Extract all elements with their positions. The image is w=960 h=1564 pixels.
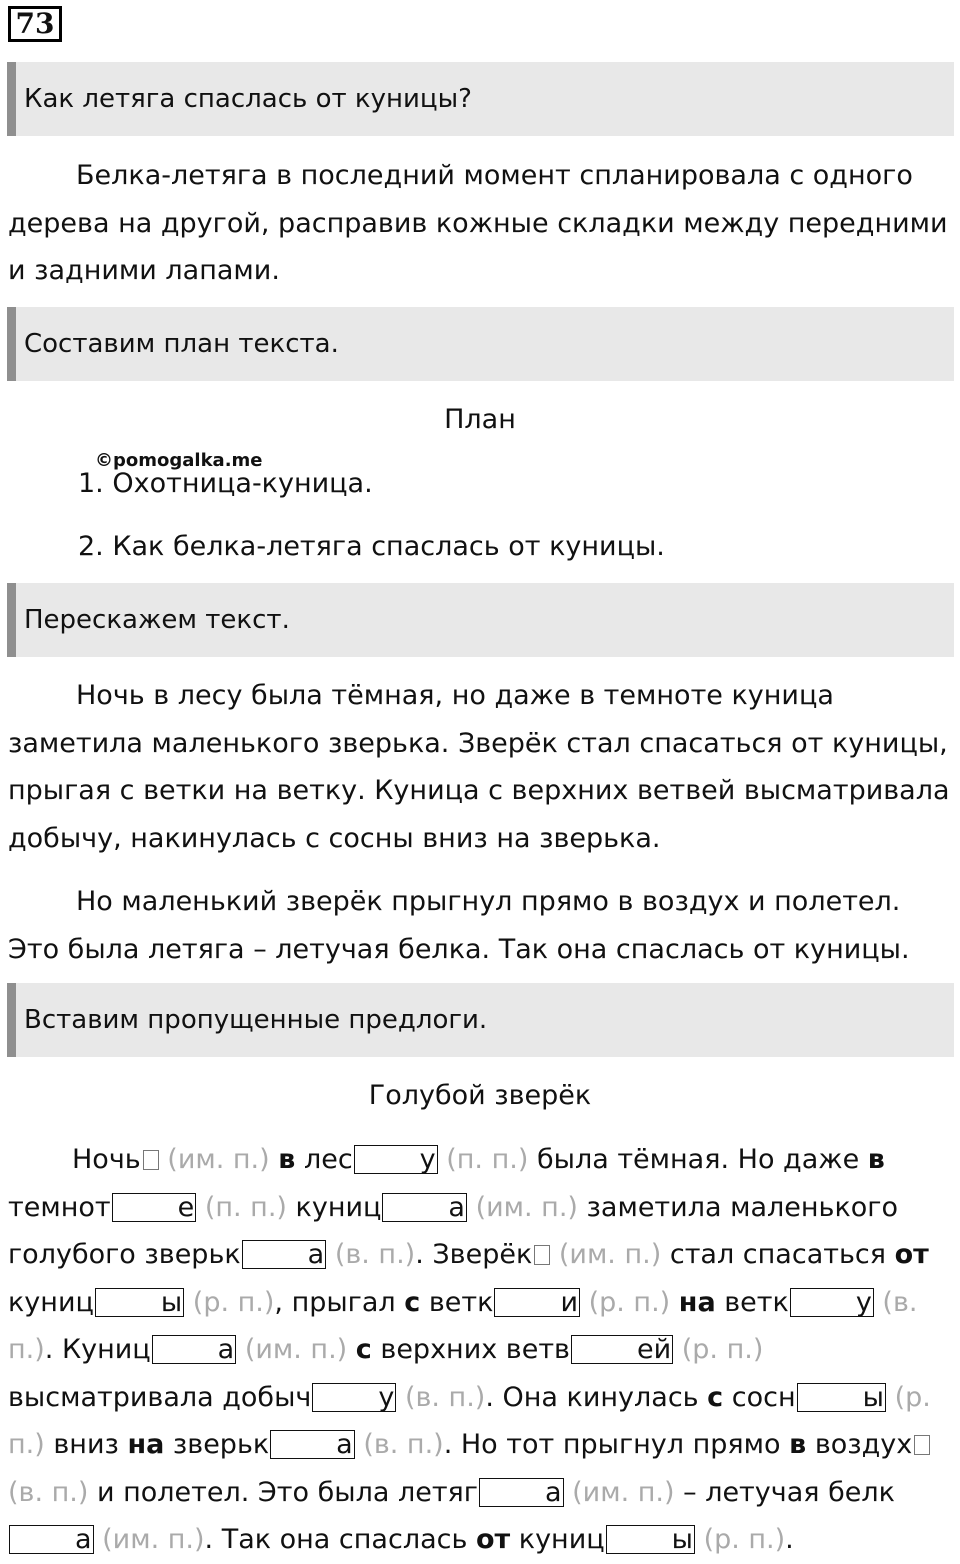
story-text: зверьк xyxy=(144,1239,241,1270)
story-text: . Она кинулась xyxy=(485,1381,699,1413)
case-label: (им. п.) xyxy=(475,1191,578,1223)
case-label: (п. п.) xyxy=(204,1191,287,1223)
story-text: . Так она спаслась xyxy=(204,1524,468,1555)
case-label: (им. п.) xyxy=(244,1334,348,1365)
case-label: (в. п.) xyxy=(404,1381,486,1413)
ending-box: а xyxy=(270,1430,355,1459)
ending-box: а xyxy=(152,1335,237,1364)
retell-paragraph-2: Но маленький зверёк прыгнул прямо в воздух и полетел. Это была летяга – летучая белка. Так она спаслась от куницы. xyxy=(8,886,910,965)
preposition: от xyxy=(894,1239,929,1270)
story-text: . xyxy=(785,1524,794,1555)
story-text: верхних ветв xyxy=(380,1334,570,1365)
story-text: – летучая белк xyxy=(683,1476,895,1508)
story-text: и полетел. Это была летяг xyxy=(96,1476,478,1508)
case-label: (в. п.) xyxy=(8,1286,918,1365)
ending-box: а xyxy=(242,1240,327,1269)
story-text: вниз xyxy=(53,1429,119,1460)
story-text: куниц xyxy=(8,1286,94,1318)
preposition: в xyxy=(278,1144,296,1175)
case-label: (в. п.) xyxy=(8,1476,89,1508)
story-text: ветк xyxy=(724,1286,789,1318)
preposition: с xyxy=(707,1381,724,1413)
question-header-3: Перескажем текст. xyxy=(7,583,954,657)
preposition: от xyxy=(475,1524,511,1555)
watermark: ©pomogalka.me xyxy=(95,450,263,471)
question-header-1: Как летяга спаслась от куницы? xyxy=(7,62,954,136)
story-text: ветк xyxy=(428,1286,494,1318)
ending-box: и xyxy=(494,1288,580,1317)
case-label: (в. п.) xyxy=(334,1239,416,1270)
question-header-2: Составим план текста. xyxy=(7,307,954,381)
case-label: (им. п.) xyxy=(167,1144,270,1175)
case-label: (п. п.) xyxy=(446,1144,529,1175)
case-label: (им. п.) xyxy=(572,1476,675,1508)
story-text: , прыгал xyxy=(274,1286,396,1318)
case-label: (р. п.) xyxy=(588,1286,671,1318)
story-text: была тёмная. Но даже xyxy=(536,1144,860,1175)
story-text: высматривала добыч xyxy=(8,1381,312,1413)
case-label: (р. п.) xyxy=(681,1334,764,1365)
preposition: в xyxy=(867,1144,885,1175)
ending-box: у xyxy=(354,1145,438,1174)
case-label: (им. п.) xyxy=(102,1524,205,1555)
story-text: темнот xyxy=(8,1191,111,1223)
ending-box: а xyxy=(479,1478,564,1507)
question-header-4: Вставим пропущенные предлоги. xyxy=(7,983,954,1057)
story-text: . Зверёк xyxy=(415,1239,533,1270)
story-text: заметила маленького голубого xyxy=(8,1191,898,1270)
ending-box: ей xyxy=(571,1335,673,1364)
ending-box: а xyxy=(382,1193,467,1222)
case-label: (р. п.) xyxy=(8,1381,931,1460)
preposition: на xyxy=(678,1286,716,1318)
retell-paragraph-1: Ночь в лесу была тёмная, но даже в темноте куница заметила маленького зверька. Зверёк стал спасаться от куницы, прыгая с ветки на ветку. Куница с верхних ветвей высматривала добычу, накинулась с сосны вниз на зверька. xyxy=(8,680,950,854)
story-text: стал спасаться xyxy=(669,1239,886,1270)
preposition: с xyxy=(355,1334,372,1365)
case-label: (им. п.) xyxy=(558,1239,662,1270)
plan-item-2: 2. Как белка-летяга спаслась от куницы. xyxy=(78,531,665,562)
story-text: лес xyxy=(303,1144,353,1175)
story-title: Голубой зверёк xyxy=(368,1080,592,1111)
story-text: Ночь xyxy=(72,1144,141,1175)
ending-box: ы xyxy=(95,1288,184,1317)
story-text: сосн xyxy=(731,1381,796,1413)
story-exercise xyxy=(8,1136,954,1564)
task-number: 73 xyxy=(8,6,62,42)
answer-paragraph-1: Белка-летяга в последний момент спланировала с одного дерева на другой, расправив кожные складки между передними и задними лапами. xyxy=(8,160,948,286)
story-text: . Но тот прыгнул прямо xyxy=(443,1429,781,1460)
plan-title: План xyxy=(444,404,516,435)
plan-item-1: 1. Охотница-куница. xyxy=(78,468,373,499)
preposition: на xyxy=(127,1429,165,1460)
case-label: (р. п.) xyxy=(703,1524,786,1555)
ending-box: у xyxy=(790,1288,874,1317)
story-text: куниц xyxy=(518,1524,605,1555)
empty-ending xyxy=(143,1150,159,1170)
ending-box: ы xyxy=(606,1525,695,1554)
story-text: . Куниц xyxy=(44,1334,151,1365)
case-label: (в. п.) xyxy=(363,1429,444,1460)
ending-box: ы xyxy=(797,1383,886,1412)
ending-box: у xyxy=(312,1383,396,1412)
story-text: зверьк xyxy=(172,1429,270,1460)
story-text: куниц xyxy=(295,1191,382,1223)
case-label: (р. п.) xyxy=(192,1286,275,1318)
story-text: воздух xyxy=(814,1429,913,1460)
ending-box: е xyxy=(112,1193,197,1222)
empty-ending xyxy=(914,1435,930,1455)
empty-ending xyxy=(534,1245,550,1265)
preposition: в xyxy=(789,1429,807,1460)
preposition: с xyxy=(404,1286,421,1318)
ending-box: а xyxy=(9,1525,94,1554)
